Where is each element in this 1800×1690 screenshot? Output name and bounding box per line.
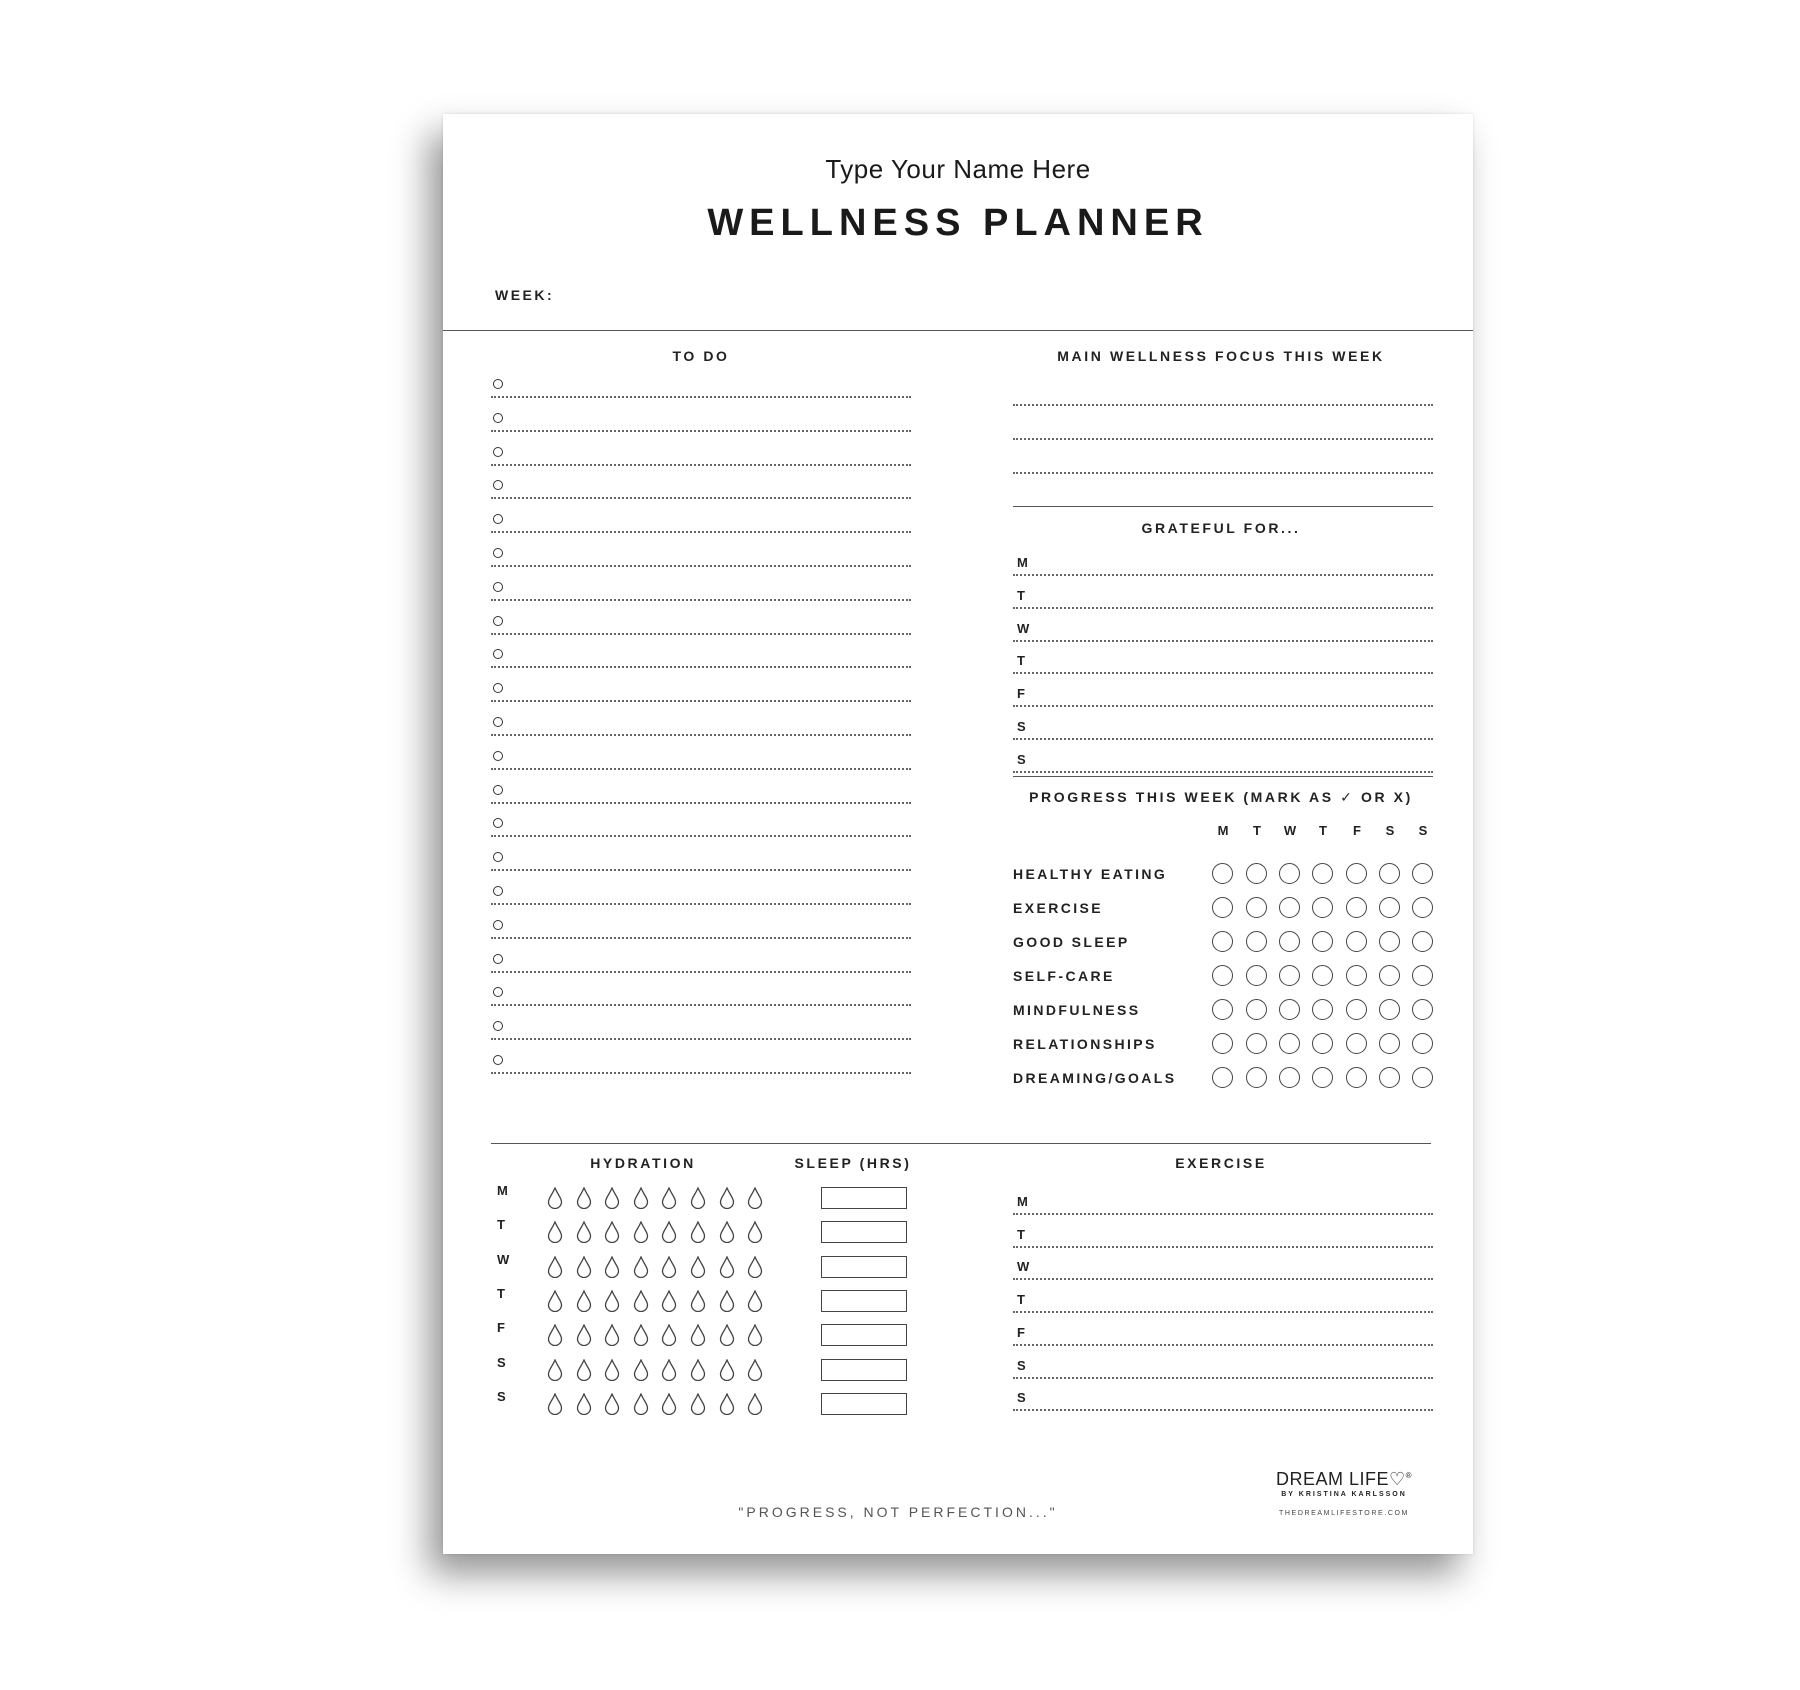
planner-owner-name[interactable]: Type Your Name Here — [825, 154, 1091, 184]
habit-label: SELF-CARE — [1013, 968, 1115, 984]
week-label: WEEK: — [495, 287, 555, 303]
exercise-day-label: F — [1017, 1324, 1025, 1340]
brand-name: DREAM LIFE — [1275, 1469, 1389, 1489]
todo-checkbox[interactable] — [493, 717, 503, 727]
habit-checkbox[interactable] — [1246, 931, 1267, 952]
habit-checkbox[interactable] — [1379, 931, 1400, 952]
water-drop-icon[interactable] — [719, 1187, 735, 1214]
water-drop-icon[interactable] — [576, 1359, 592, 1386]
grateful-line[interactable] — [1013, 672, 1433, 674]
habit-checkbox[interactable] — [1279, 1067, 1300, 1088]
water-drop-icon[interactable] — [690, 1256, 706, 1283]
todo-checkbox[interactable] — [493, 785, 503, 795]
water-drop-icon[interactable] — [719, 1393, 735, 1420]
habit-checkbox[interactable] — [1279, 965, 1300, 986]
water-drop-icon[interactable] — [719, 1221, 735, 1248]
todo-line[interactable] — [491, 734, 911, 736]
water-drop-icon[interactable] — [633, 1324, 649, 1351]
exercise-line[interactable] — [1013, 1213, 1433, 1215]
water-drop-icon[interactable] — [547, 1324, 563, 1351]
water-drop-icon[interactable] — [747, 1393, 763, 1420]
water-drop-icon[interactable] — [690, 1290, 706, 1317]
exercise-day-label: S — [1017, 1357, 1026, 1373]
todo-checkbox[interactable] — [493, 582, 503, 592]
registered-mark: ® — [1405, 1471, 1413, 1480]
todo-checkbox[interactable] — [493, 447, 503, 457]
grateful-line[interactable] — [1013, 607, 1433, 609]
water-drop-icon[interactable] — [547, 1359, 563, 1386]
water-drop-icon[interactable] — [633, 1393, 649, 1420]
grateful-line[interactable] — [1013, 705, 1433, 707]
todo-line[interactable] — [491, 666, 911, 668]
water-drop-icon[interactable] — [661, 1290, 677, 1317]
grateful-day-label: S — [1017, 719, 1026, 734]
progress-day-label: T — [1319, 823, 1327, 838]
grateful-day-label: T — [1017, 653, 1025, 669]
hydration-day-label: T — [497, 1285, 505, 1301]
grateful-day-label: M — [1017, 555, 1028, 570]
habit-checkbox[interactable] — [1412, 965, 1433, 986]
progress-day-label: T — [1253, 823, 1261, 838]
hydration-day-label: S — [497, 1388, 506, 1404]
todo-line[interactable] — [491, 497, 911, 499]
brand-subtitle: BY KRISTINA KARLSSON — [1281, 1491, 1407, 1498]
exercise-line[interactable] — [1013, 1278, 1433, 1280]
habit-checkbox[interactable] — [1346, 1067, 1367, 1088]
water-drop-icon[interactable] — [719, 1359, 735, 1386]
water-drop-icon[interactable] — [747, 1187, 763, 1214]
todo-line[interactable] — [491, 903, 911, 905]
brand-logo — [1269, 1469, 1419, 1517]
habit-checkbox[interactable] — [1412, 897, 1433, 918]
progress-day-label: S — [1418, 823, 1428, 838]
water-drop-icon[interactable] — [661, 1256, 677, 1283]
water-drop-icon[interactable] — [576, 1221, 592, 1248]
todo-checkbox[interactable] — [493, 616, 503, 626]
water-drop-icon[interactable] — [661, 1359, 677, 1386]
water-drop-icon[interactable] — [547, 1221, 563, 1248]
exercise-line[interactable] — [1013, 1409, 1433, 1411]
todo-checkbox[interactable] — [493, 954, 503, 964]
habit-checkbox[interactable] — [1246, 1033, 1267, 1054]
habit-checkbox[interactable] — [1212, 999, 1233, 1020]
bottom-divider — [491, 1143, 1431, 1144]
habit-checkbox[interactable] — [1346, 863, 1367, 884]
brand-url: THEDREAMLIFESTORE.COM — [1279, 1510, 1409, 1517]
water-drop-icon[interactable] — [633, 1256, 649, 1283]
footer-quote: "PROGRESS, NOT PERFECTION..." — [738, 1504, 1058, 1520]
habit-checkbox[interactable] — [1212, 965, 1233, 986]
habit-checkbox[interactable] — [1212, 931, 1233, 952]
habit-checkbox[interactable] — [1379, 965, 1400, 986]
planner-sheet — [443, 114, 1473, 1554]
water-drop-icon[interactable] — [604, 1290, 620, 1317]
water-drop-icon[interactable] — [633, 1290, 649, 1317]
habit-checkbox[interactable] — [1379, 863, 1400, 884]
habit-checkbox[interactable] — [1312, 897, 1333, 918]
grateful-line[interactable] — [1013, 738, 1433, 740]
habit-checkbox[interactable] — [1346, 931, 1367, 952]
hydration-day-label: T — [497, 1217, 505, 1233]
water-drop-icon[interactable] — [747, 1324, 763, 1351]
grateful-title: GRATEFUL FOR... — [1141, 520, 1301, 536]
exercise-day-label: S — [1017, 1390, 1026, 1406]
habit-checkbox[interactable] — [1346, 999, 1367, 1020]
focus-line[interactable] — [1013, 404, 1433, 406]
todo-title: TO DO — [672, 348, 730, 364]
todo-checkbox[interactable] — [493, 751, 503, 761]
focus-title: MAIN WELLNESS FOCUS THIS WEEK — [1057, 348, 1385, 364]
water-drop-icon[interactable] — [661, 1187, 677, 1214]
water-drop-icon[interactable] — [604, 1359, 620, 1386]
habit-checkbox[interactable] — [1312, 1033, 1333, 1054]
exercise-line[interactable] — [1013, 1246, 1433, 1248]
grateful-day-label: F — [1017, 686, 1025, 702]
exercise-title: EXERCISE — [1175, 1155, 1267, 1171]
todo-line[interactable] — [491, 396, 911, 398]
water-drop-icon[interactable] — [576, 1290, 592, 1317]
hydration-day-label: F — [497, 1320, 505, 1336]
water-drop-icon[interactable] — [690, 1324, 706, 1351]
todo-checkbox[interactable] — [493, 987, 503, 997]
habit-checkbox[interactable] — [1246, 965, 1267, 986]
water-drop-icon[interactable] — [547, 1187, 563, 1214]
water-drop-icon[interactable] — [604, 1393, 620, 1420]
water-drop-icon[interactable] — [576, 1393, 592, 1420]
exercise-day-label: T — [1017, 1292, 1025, 1308]
todo-line[interactable] — [491, 971, 911, 973]
water-drop-icon[interactable] — [661, 1393, 677, 1420]
habit-checkbox[interactable] — [1312, 1067, 1333, 1088]
todo-line[interactable] — [491, 565, 911, 567]
habit-label: DREAMING/GOALS — [1013, 1070, 1177, 1086]
todo-checkbox[interactable] — [493, 852, 503, 862]
todo-line[interactable] — [491, 835, 911, 837]
habit-label: MINDFULNESS — [1013, 1002, 1141, 1018]
hydration-title: HYDRATION — [590, 1155, 696, 1171]
water-drop-icon[interactable] — [633, 1221, 649, 1248]
todo-line[interactable] — [491, 700, 911, 702]
grateful-day-label: S — [1017, 751, 1026, 767]
habit-checkbox[interactable] — [1212, 1033, 1233, 1054]
grateful-line[interactable] — [1013, 574, 1433, 576]
water-drop-icon[interactable] — [547, 1290, 563, 1317]
water-drop-icon[interactable] — [547, 1393, 563, 1420]
water-drop-icon[interactable] — [690, 1359, 706, 1386]
habit-checkbox[interactable] — [1212, 897, 1233, 918]
todo-checkbox[interactable] — [493, 649, 503, 659]
todo-line[interactable] — [491, 1038, 911, 1040]
grateful-day-label: T — [1017, 587, 1025, 603]
habit-checkbox[interactable] — [1312, 931, 1333, 952]
todo-checkbox[interactable] — [493, 379, 503, 389]
water-drop-icon[interactable] — [747, 1290, 763, 1317]
habit-checkbox[interactable] — [1379, 1067, 1400, 1088]
water-drop-icon[interactable] — [747, 1256, 763, 1283]
sleep-hours-box[interactable] — [821, 1324, 907, 1346]
todo-line[interactable] — [491, 633, 911, 635]
habit-label: EXERCISE — [1013, 900, 1103, 916]
todo-checkbox[interactable] — [493, 1055, 503, 1065]
habit-checkbox[interactable] — [1346, 1033, 1367, 1054]
todo-checkbox[interactable] — [493, 480, 503, 490]
exercise-day-label: M — [1017, 1194, 1028, 1209]
exercise-line[interactable] — [1013, 1344, 1433, 1346]
todo-line[interactable] — [491, 802, 911, 804]
todo-line[interactable] — [491, 937, 911, 939]
sleep-hours-box[interactable] — [821, 1221, 907, 1243]
habit-checkbox[interactable] — [1279, 1033, 1300, 1054]
habit-checkbox[interactable] — [1412, 999, 1433, 1020]
focus-divider — [1013, 506, 1433, 507]
todo-checkbox[interactable] — [493, 514, 503, 524]
water-drop-icon[interactable] — [690, 1393, 706, 1420]
progress-day-label: W — [1283, 823, 1297, 838]
todo-checkbox[interactable] — [493, 818, 503, 828]
water-drop-icon[interactable] — [747, 1221, 763, 1248]
habit-checkbox[interactable] — [1379, 999, 1400, 1020]
hydration-day-label: S — [497, 1354, 506, 1370]
water-drop-icon[interactable] — [576, 1256, 592, 1283]
habit-label: RELATIONSHIPS — [1013, 1036, 1157, 1052]
habit-checkbox[interactable] — [1412, 1067, 1433, 1088]
habit-checkbox[interactable] — [1246, 999, 1267, 1020]
todo-checkbox[interactable] — [493, 548, 503, 558]
water-drop-icon[interactable] — [719, 1256, 735, 1283]
habit-checkbox[interactable] — [1412, 863, 1433, 884]
todo-checkbox[interactable] — [493, 886, 503, 896]
progress-day-label: M — [1217, 823, 1229, 838]
habit-checkbox[interactable] — [1379, 1033, 1400, 1054]
water-drop-icon[interactable] — [690, 1221, 706, 1248]
habit-checkbox[interactable] — [1312, 863, 1333, 884]
progress-day-label: F — [1353, 823, 1361, 838]
todo-line[interactable] — [491, 869, 911, 871]
hydration-day-label: W — [497, 1251, 510, 1267]
habit-checkbox[interactable] — [1246, 1067, 1267, 1088]
todo-line[interactable] — [491, 599, 911, 601]
water-drop-icon[interactable] — [633, 1359, 649, 1386]
water-drop-icon[interactable] — [747, 1359, 763, 1386]
progress-day-label: S — [1385, 823, 1395, 838]
sleep-title: SLEEP (HRS) — [794, 1155, 912, 1171]
habit-checkbox[interactable] — [1312, 965, 1333, 986]
exercise-day-label: T — [1017, 1226, 1025, 1242]
habit-checkbox[interactable] — [1412, 931, 1433, 952]
todo-line[interactable] — [491, 1004, 911, 1006]
water-drop-icon[interactable] — [661, 1221, 677, 1248]
habit-checkbox[interactable] — [1279, 897, 1300, 918]
habit-checkbox[interactable] — [1279, 999, 1300, 1020]
todo-checkbox[interactable] — [493, 920, 503, 930]
focus-line[interactable] — [1013, 472, 1433, 474]
grateful-line[interactable] — [1013, 771, 1433, 773]
water-drop-icon[interactable] — [604, 1187, 620, 1214]
habit-checkbox[interactable] — [1312, 999, 1333, 1020]
todo-line[interactable] — [491, 768, 911, 770]
todo-checkbox[interactable] — [493, 683, 503, 693]
habit-checkbox[interactable] — [1346, 897, 1367, 918]
sleep-hours-box[interactable] — [821, 1256, 907, 1278]
water-drop-icon[interactable] — [661, 1324, 677, 1351]
habit-label: GOOD SLEEP — [1013, 934, 1130, 950]
exercise-line[interactable] — [1013, 1311, 1433, 1313]
sleep-hours-box[interactable] — [821, 1393, 907, 1415]
planner-title: WELLNESS PLANNER — [707, 202, 1209, 244]
grateful-line[interactable] — [1013, 640, 1433, 642]
water-drop-icon[interactable] — [604, 1324, 620, 1351]
habit-checkbox[interactable] — [1246, 897, 1267, 918]
water-drop-icon[interactable] — [719, 1290, 735, 1317]
water-drop-icon[interactable] — [719, 1324, 735, 1351]
water-drop-icon[interactable] — [576, 1324, 592, 1351]
habit-checkbox[interactable] — [1279, 931, 1300, 952]
exercise-line[interactable] — [1013, 1377, 1433, 1379]
todo-line[interactable] — [491, 1072, 911, 1074]
water-drop-icon[interactable] — [690, 1187, 706, 1214]
todo-checkbox[interactable] — [493, 413, 503, 423]
sleep-hours-box[interactable] — [821, 1187, 907, 1209]
water-drop-icon[interactable] — [547, 1256, 563, 1283]
todo-line[interactable] — [491, 531, 911, 533]
sleep-hours-box[interactable] — [821, 1359, 907, 1381]
focus-line[interactable] — [1013, 438, 1433, 440]
habit-label: HEALTHY EATING — [1013, 866, 1168, 882]
water-drop-icon[interactable] — [633, 1187, 649, 1214]
exercise-day-label: W — [1017, 1259, 1030, 1275]
progress-title: PROGRESS THIS WEEK (MARK AS ✓ OR X) — [1029, 789, 1413, 805]
heart-icon: ♡ — [1388, 1469, 1406, 1489]
todo-checkbox[interactable] — [493, 1021, 503, 1031]
habit-checkbox[interactable] — [1379, 897, 1400, 918]
hydration-day-label: M — [497, 1183, 508, 1198]
habit-checkbox[interactable] — [1279, 863, 1300, 884]
water-drop-icon[interactable] — [576, 1187, 592, 1214]
sleep-hours-box[interactable] — [821, 1290, 907, 1312]
grateful-divider — [1013, 776, 1433, 777]
todo-line[interactable] — [491, 464, 911, 466]
header-divider — [443, 330, 1473, 331]
water-drop-icon[interactable] — [604, 1221, 620, 1248]
habit-checkbox[interactable] — [1212, 863, 1233, 884]
todo-line[interactable] — [491, 430, 911, 432]
grateful-day-label: W — [1017, 620, 1030, 636]
habit-checkbox[interactable] — [1212, 1067, 1233, 1088]
habit-checkbox[interactable] — [1246, 863, 1267, 884]
habit-checkbox[interactable] — [1412, 1033, 1433, 1054]
habit-checkbox[interactable] — [1346, 965, 1367, 986]
water-drop-icon[interactable] — [604, 1256, 620, 1283]
